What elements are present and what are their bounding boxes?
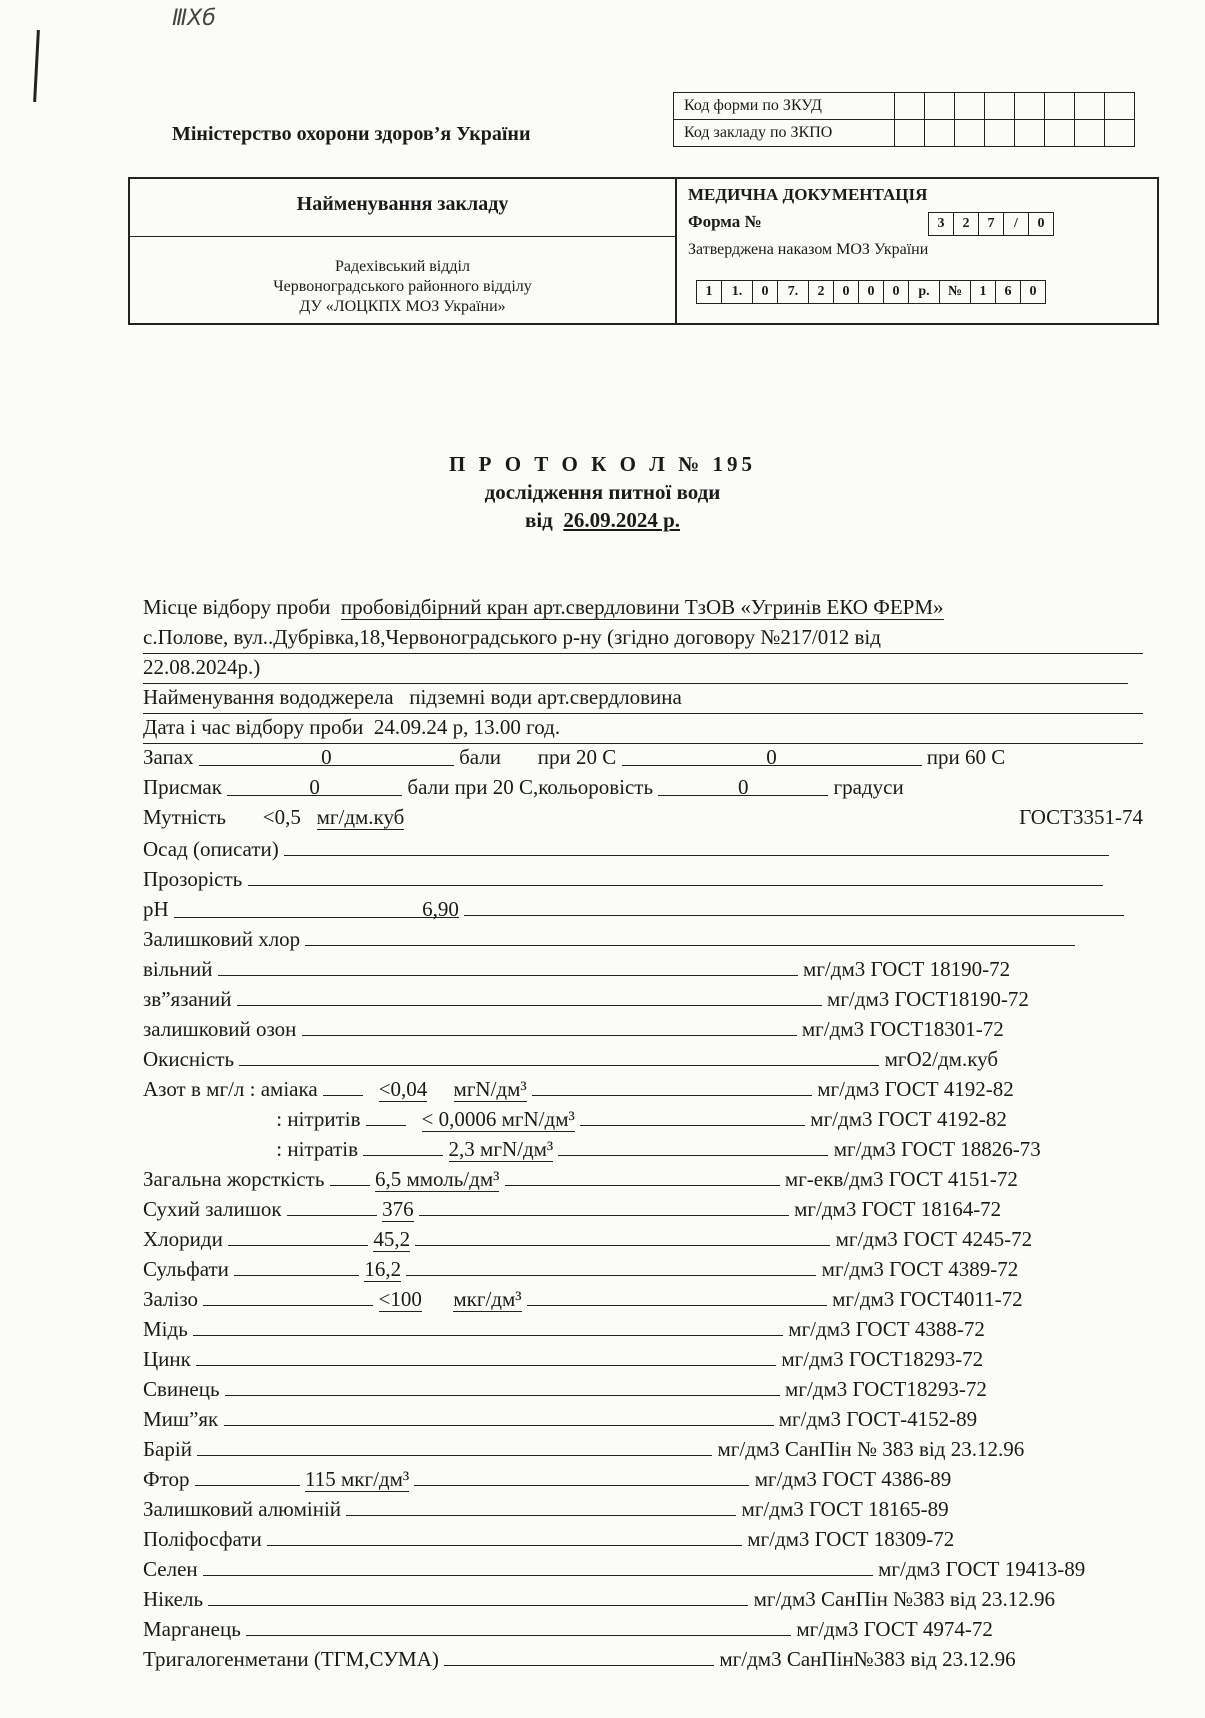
lead-row: Свинець мг/дм3 ГОСТ18293-72 [143,1373,1143,1403]
trihalomethanes-row: Тригалогенметани (ТГМ,СУМА) мг/дм3 СанПін№383 від 23.12.96 [143,1643,1143,1673]
chloride-row: Хлориди 45,2 мг/дм3 ГОСТ 4245-72 [143,1223,1143,1253]
med-doc-title: МЕДИЧНА ДОКУМЕНТАЦІЯ [688,185,928,204]
datetime-row: Дата і час відбору проби 24.09.24 р, 13.00 год. [143,713,1143,744]
source-row: Найменування вододжерела підземні води арт.свердловина [143,683,1143,714]
institution-name: Радехівський відділ Червоноградського районного відділу ДУ «ЛОЦКПХ МОЗ України» [273,258,532,315]
code-label: Код форми по ЗКУД [674,93,895,120]
form-label: Форма № [688,212,762,231]
sample-place-line3: 22.08.2024р.) [143,653,1128,684]
sediment-row: Осад (описати) [143,833,1143,863]
sample-place-value: пробовідбірний кран арт.свердловини ТзОВ «Угринів ЕКО ФЕРМ» [340,595,944,619]
manganese-row: Марганець мг/дм3 ГОСТ 4974-72 [143,1613,1143,1643]
iron-row: Залізо <100 мкг/дм³ мг/дм3 ГОСТ4011-72 [143,1283,1143,1313]
taste-color-row: Присмак 0 бали при 20 С,кольоровість 0 градуси [143,775,904,799]
arsenic-row: Миш”як мг/дм3 ГОСТ-4152-89 [143,1403,1143,1433]
sample-place-line2: с.Полове, вул..Дубрівка,18,Червоноградського р-ну (згідно договору №217/012 від [143,623,1143,654]
sulfate-row: Сульфати 16,2 мг/дм3 ГОСТ 4389-72 [143,1253,1143,1283]
nitrate-row: : нітратів 2,3 мгN/дм³ мг/дм3 ГОСТ 18826-73 [143,1133,1143,1163]
ozone-row: залишковий озон мг/дм3 ГОСТ18301-72 [143,1013,1143,1043]
turbidity-row: Мутність <0,5 мг/дм.куб ГОСТ3351-74 [143,805,1143,829]
chlorine-row: Залишковий хлор [143,923,1143,953]
handwritten-mark: ⅢⅩб [172,6,216,31]
protocol-subtitle: дослідження питної води [484,480,721,504]
code-label: Код закладу по ЗКПО [674,120,895,147]
nickel-row: Нікель мг/дм3 СанПін №383 від 23.12.96 [143,1583,1143,1613]
code-row-zkpo [674,120,1135,147]
selenium-row: Селен мг/дм3 ГОСТ 19413-89 [143,1553,1143,1583]
copper-row: Мідь мг/дм3 ГОСТ 4388-72 [143,1313,1143,1343]
protocol-title: П Р О Т О К О Л № 195 [449,452,756,476]
ph-row: pH 6,90 [143,893,1143,923]
code-row-zkud [674,93,1135,120]
polyphosphate-row: Поліфосфати мг/дм3 ГОСТ 18309-72 [143,1523,1143,1553]
order-number: 1 1. 0 7. 2 0 0 0 р. № 1 6 0 [696,280,1046,304]
ammonia-row: Азот в мг/л : аміака <0,04 мгN/дм³ мг/дм3 ГОСТ 4192-82 [143,1073,1143,1103]
free-chlorine-row: вільний мг/дм3 ГОСТ 18190-72 [143,953,1143,983]
approved-by: Затверджена наказом МОЗ України [688,241,929,258]
form-number: 3 2 7 / 0 [928,212,1054,236]
handwritten-margin-stroke [33,30,40,102]
zinc-row: Цинк мг/дм3 ГОСТ18293-72 [143,1343,1143,1373]
nitrite-row: : нітритів < 0,0006 мгN/дм³ мг/дм3 ГОСТ 4192-82 [143,1103,1143,1133]
barium-row: Барій мг/дм3 СанПін № 383 від 23.12.96 [143,1433,1143,1463]
ministry-name: Міністерство охорони здоров’я України [172,123,531,145]
smell-row: Запах 0 бали при 20 С 0 при 60 С [143,745,1006,769]
dry-residue-row: Сухий залишок 376 мг/дм3 ГОСТ 18164-72 [143,1193,1143,1223]
oxidability-row: Окисність мгО2/дм.куб [143,1043,1143,1073]
codes-table [673,92,1135,147]
protocol-date: від 26.09.2024 р. [525,508,680,532]
fluorine-row: Фтор 115 мкг/дм³ мг/дм3 ГОСТ 4386-89 [143,1463,1143,1493]
institution-heading: Найменування закладу [296,193,509,215]
bound-chlorine-row: зв”язаний мг/дм3 ГОСТ18190-72 [143,983,1143,1013]
hardness-row: Загальна жорсткість 6,5 ммоль/дм³ мг-екв/дм3 ГОСТ 4151-72 [143,1163,1143,1193]
transparency-row: Прозорість [143,863,1143,893]
aluminium-row: Залишковий алюміній мг/дм3 ГОСТ 18165-89 [143,1493,1143,1523]
protocol-body [143,593,1143,1703]
sample-place-row: Місце відбору проби пробовідбірний кран арт.свердловини ТзОВ «Угринів ЕКО ФЕРМ» [143,595,944,619]
header-box [128,177,1159,325]
